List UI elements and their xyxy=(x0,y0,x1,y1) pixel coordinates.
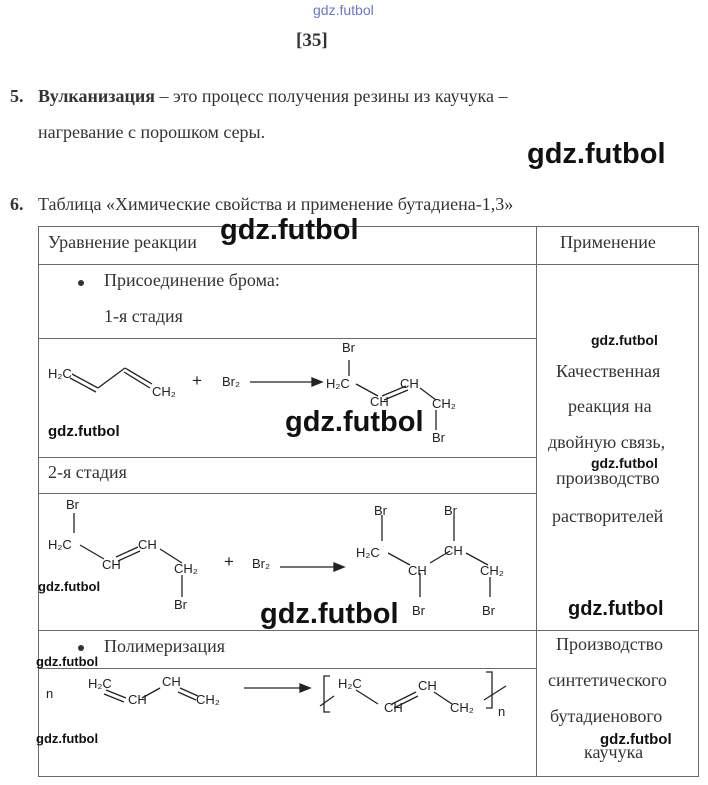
watermark: gdz.futbol xyxy=(568,598,664,620)
table-column-divider xyxy=(536,226,537,777)
table-border-top xyxy=(38,226,699,227)
application-line: Качественная xyxy=(556,361,661,381)
bromine-title: Присоединение брома: xyxy=(104,270,280,290)
br-label: Br xyxy=(444,503,457,518)
ch2-label: CH₂ xyxy=(480,563,504,578)
ch-label: CH xyxy=(400,376,419,391)
ch2-label: CH₂ xyxy=(152,384,176,399)
ch2-label: CH₂ xyxy=(432,396,456,411)
page-number: [35] xyxy=(296,30,328,51)
item-6-number: 6. xyxy=(10,194,24,214)
item-6-title: Таблица «Химические свойства и применение бутадиена-1,3» xyxy=(38,194,514,214)
table-border-right xyxy=(698,226,699,777)
item-5-line2: нагревание с порошком серы. xyxy=(38,122,266,142)
bullet xyxy=(78,280,84,286)
application-line: двойную связь, xyxy=(548,432,666,452)
watermark: gdz.futbol xyxy=(591,332,658,348)
header-application: Применение xyxy=(560,232,656,252)
application-line: каучука xyxy=(584,742,644,762)
header-equation: Уравнение реакции xyxy=(48,232,197,252)
h2c-label: H₂C xyxy=(48,366,72,381)
br-label: Br xyxy=(374,503,387,518)
application-line: реакция на xyxy=(568,396,652,416)
n-label: n xyxy=(46,686,54,701)
ch-label: CH xyxy=(384,700,403,715)
ch-label: CH xyxy=(128,692,147,707)
stage-2-equation xyxy=(38,493,536,630)
watermark: gdz.futbol xyxy=(600,731,672,748)
ch-label: CH xyxy=(102,557,121,572)
application-line: бутадиенового xyxy=(550,706,663,726)
br-label: Br xyxy=(482,603,495,618)
application-line: растворителей xyxy=(552,506,664,526)
watermark: gdz.futbol xyxy=(36,731,99,746)
item-5-line1 xyxy=(38,78,678,114)
watermark: gdz.futbol xyxy=(591,455,658,471)
br2-label: Br₂ xyxy=(222,374,241,389)
watermark: gdz.futbol xyxy=(527,138,666,170)
ch2-label: CH₂ xyxy=(450,700,474,715)
br-label: Br xyxy=(432,430,445,445)
stage-2-label: 2-я стадия xyxy=(48,462,127,482)
ch-label: CH xyxy=(418,678,437,693)
watermark-top: gdz.futbol xyxy=(313,2,374,18)
item-5-number: 5. xyxy=(10,86,24,106)
ch-label: CH xyxy=(162,674,181,689)
watermark: gdz.futbol xyxy=(36,654,99,669)
ch-label: CH xyxy=(444,543,463,558)
item-5-definition: – это процесс получения резины из каучука – xyxy=(159,86,508,106)
watermark: gdz.futbol xyxy=(38,579,101,594)
term-vulcanization: Вулканизация xyxy=(38,86,155,106)
ch-label: CH xyxy=(408,563,427,578)
table-header-divider xyxy=(38,264,699,265)
watermark: gdz.futbol xyxy=(220,214,359,246)
stage-1-label: 1-я стадия xyxy=(104,306,183,326)
h2c-label: H₂C xyxy=(356,545,380,560)
ch-label: CH xyxy=(138,537,157,552)
watermark: gdz.futbol xyxy=(48,423,120,440)
br-label: Br xyxy=(412,603,425,618)
br-label: Br xyxy=(174,597,187,612)
application-line: синтетического xyxy=(548,670,667,690)
bullet xyxy=(78,645,84,651)
watermark: gdz.futbol xyxy=(260,598,399,630)
stage-1-equation xyxy=(38,338,536,458)
h2c-label: H₂C xyxy=(48,537,72,552)
ch2-label: CH₂ xyxy=(196,692,220,707)
br2-label: Br₂ xyxy=(252,556,271,571)
watermark: gdz.futbol xyxy=(285,406,424,438)
h2c-label: H₂C xyxy=(338,676,362,691)
polymerization-title: Полимеризация xyxy=(104,636,226,656)
application-line: производство xyxy=(556,468,660,488)
ch2-label: CH₂ xyxy=(174,561,198,576)
plus-sign: + xyxy=(224,552,234,571)
ch-label: CH xyxy=(370,394,389,409)
n-label: n xyxy=(498,704,506,719)
h2c-label: H₂C xyxy=(326,376,350,391)
br-label: Br xyxy=(66,497,79,512)
polymerization-equation xyxy=(38,668,536,776)
h2c-label: H₂C xyxy=(88,676,112,691)
table-border-bottom xyxy=(38,776,699,777)
br-label: Br xyxy=(342,340,355,355)
plus-sign: + xyxy=(192,371,202,390)
application-line: Производство xyxy=(556,634,663,654)
